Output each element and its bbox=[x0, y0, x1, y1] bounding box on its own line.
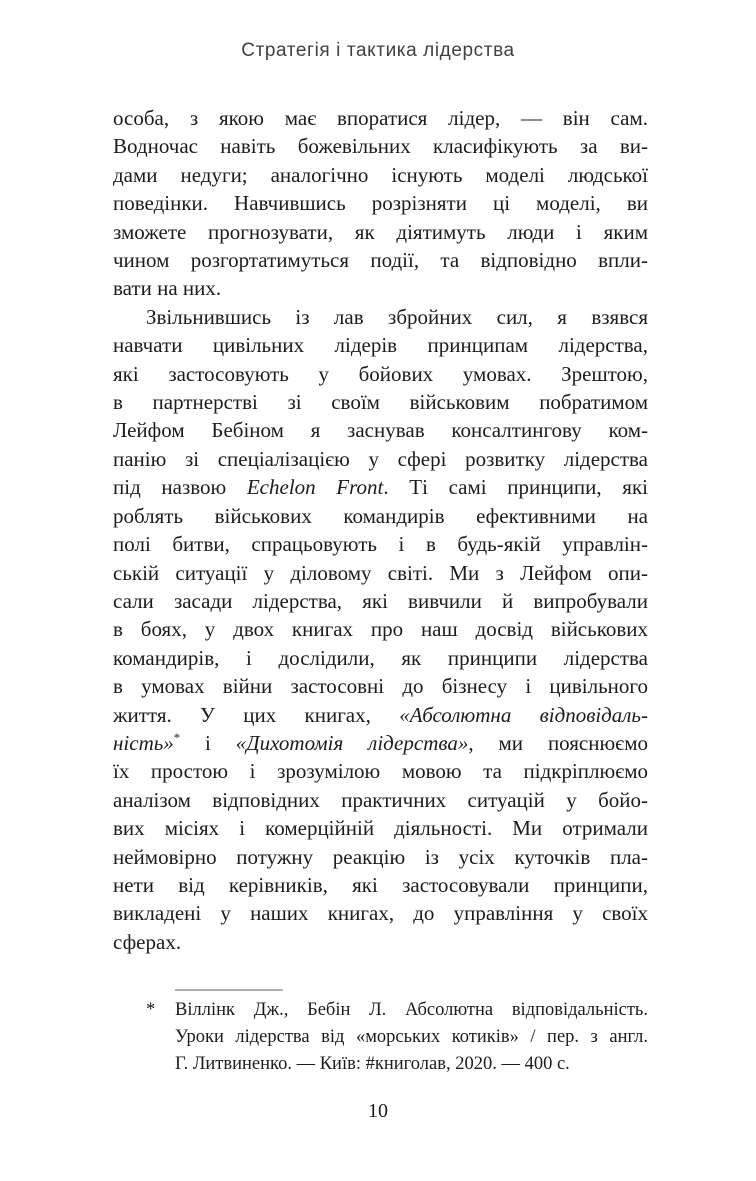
body-line bbox=[113, 559, 648, 587]
italic-title-segment: Echelon Front bbox=[246, 475, 384, 500]
italic-title-segment: «Абсолютна відповідаль- bbox=[399, 702, 648, 727]
text-segment: навчати цивільних лідерів принципам лідерства, bbox=[113, 333, 648, 358]
text-segment: поведінки. Навчившись розрізняти ці моделі, ви bbox=[113, 191, 648, 216]
text-segment: зможете прогнозувати, як діятимуть люди і яким bbox=[113, 219, 648, 244]
body-line bbox=[113, 729, 648, 757]
body-line bbox=[113, 303, 648, 331]
text-segment: їх простою і зрозумілою мовою та підкріплюємо bbox=[113, 759, 648, 784]
body-line bbox=[113, 473, 648, 501]
footnote-line bbox=[175, 1024, 648, 1051]
body-line bbox=[113, 701, 648, 729]
text-segment: неймовірно потужну реакцію із усіх куточків пла- bbox=[113, 844, 648, 869]
text-segment: Звільнившись із лав збройних сил, я взявся bbox=[146, 304, 648, 329]
text-segment: панію зі спеціалізацією у сфері розвитку лідерства bbox=[113, 446, 648, 471]
text-segment: Віллінк Дж., Бебін Л. Абсолютна відповідальність. bbox=[175, 1000, 648, 1020]
footnote-divider bbox=[175, 989, 283, 991]
body-line bbox=[113, 672, 648, 700]
body-line bbox=[113, 757, 648, 785]
body-line bbox=[113, 928, 648, 956]
body-line bbox=[113, 104, 648, 132]
text-segment: дами недуги; аналогічно існують моделі людської bbox=[113, 162, 648, 187]
text-segment: чином розгортатимуться події, та відповідно впли- bbox=[113, 248, 648, 273]
body-line bbox=[113, 189, 648, 217]
text-segment: . Ті самі принципи, які bbox=[383, 475, 648, 500]
text-segment: в боях, у двох книгах про наш досвід військових bbox=[113, 617, 648, 642]
text-segment: ській ситуації у діловому світі. Ми з Лейфом опи- bbox=[113, 560, 648, 585]
body-text bbox=[113, 104, 648, 956]
body-line bbox=[113, 161, 648, 189]
body-line bbox=[113, 899, 648, 927]
text-segment: , ми пояснюємо bbox=[468, 730, 648, 755]
body-line bbox=[113, 587, 648, 615]
text-segment: в партнерстві зі своїм військовим побратимом bbox=[113, 390, 648, 415]
body-line bbox=[113, 416, 648, 444]
text-segment: вих місіях і комерційній діяльності. Ми отримали bbox=[113, 816, 648, 841]
body-line bbox=[113, 132, 648, 160]
text-segment: вати на них. bbox=[113, 276, 222, 301]
text-segment: під назвою bbox=[113, 475, 247, 500]
italic-title-segment: «Дихотомія лідерства» bbox=[235, 730, 469, 755]
text-segment: які застосовують у бойових умовах. Зрештою, bbox=[113, 361, 648, 386]
body-line bbox=[113, 445, 648, 473]
body-line bbox=[113, 814, 648, 842]
body-line bbox=[113, 786, 648, 814]
text-segment: сали засади лідерства, які вивчили й випробували bbox=[113, 588, 648, 613]
body-line bbox=[113, 843, 648, 871]
body-line bbox=[113, 218, 648, 246]
body-line bbox=[113, 331, 648, 359]
body-line bbox=[113, 871, 648, 899]
body-line bbox=[113, 246, 648, 274]
text-segment: Водночас навіть божевільних класифікують за ви- bbox=[113, 134, 648, 159]
body-line bbox=[113, 644, 648, 672]
text-segment: сферах. bbox=[113, 929, 182, 954]
text-segment: особа, з якою має впоратися лідер, — він сам. bbox=[113, 106, 648, 130]
italic-title-segment: ність» bbox=[113, 730, 174, 755]
text-segment: і bbox=[180, 730, 236, 755]
text-segment: викладені у наших книгах, до управління у своїх bbox=[113, 901, 648, 926]
footnote-marker: * bbox=[146, 1000, 156, 1020]
running-head: Стратегія і тактика лідерства bbox=[241, 40, 515, 61]
body-line bbox=[113, 530, 648, 558]
text-segment: нети від керівників, які застосовували принципи, bbox=[113, 872, 648, 897]
body-line bbox=[113, 388, 648, 416]
text-segment: Лейфом Бебіном я заснував консалтингову ком- bbox=[113, 418, 648, 443]
footnote-line bbox=[175, 1051, 648, 1078]
body-line bbox=[113, 615, 648, 643]
body-line bbox=[113, 274, 648, 302]
text-segment: командирів, і дослідили, як принципи лідерства bbox=[113, 645, 648, 670]
text-segment: Г. Литвиненко. — Київ: #книголав, 2020. — 400 с. bbox=[175, 1054, 570, 1074]
text-segment: Уроки лідерства від «морських котиків» / пер. з англ. bbox=[175, 1027, 648, 1047]
footnote-line bbox=[175, 997, 648, 1024]
text-segment: полі битви, спрацьовують і в будь-якій управлін- bbox=[113, 532, 648, 557]
page-number: 10 bbox=[368, 1100, 388, 1122]
body-line bbox=[113, 502, 648, 530]
footnote-reference: * bbox=[173, 730, 181, 745]
footnote-text bbox=[175, 997, 648, 1078]
text-segment: життя. У цих книгах, bbox=[113, 702, 400, 727]
text-segment: роблять військових командирів ефективними на bbox=[113, 503, 648, 528]
body-line bbox=[113, 360, 648, 388]
text-segment: аналізом відповідних практичних ситуацій у бойо- bbox=[113, 787, 648, 812]
text-segment: в умовах війни застосовні до бізнесу і цивільного bbox=[113, 674, 648, 699]
